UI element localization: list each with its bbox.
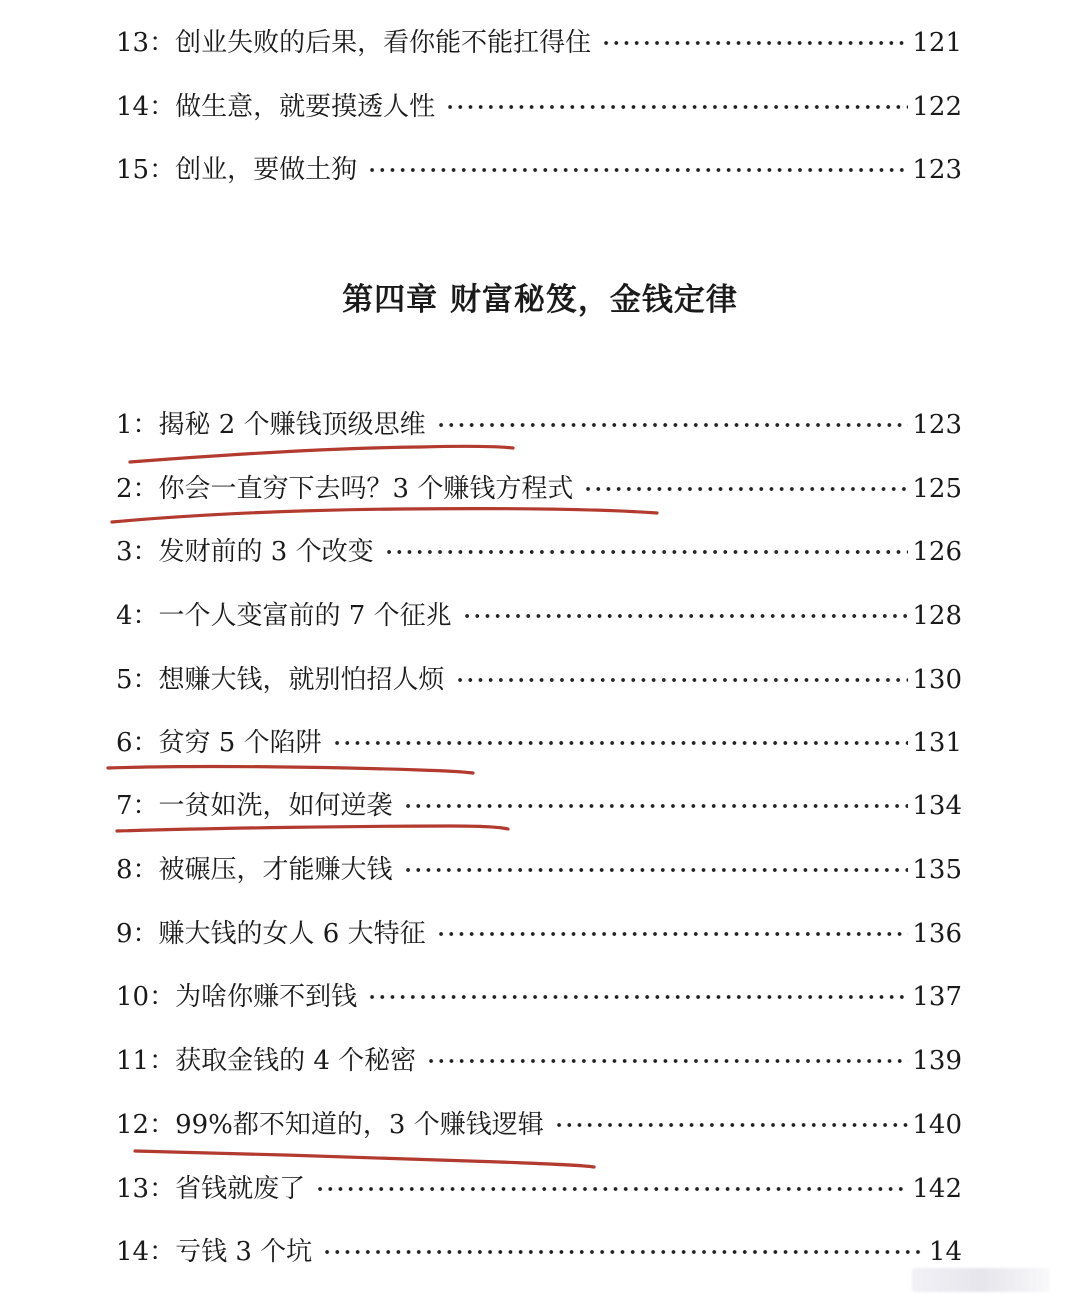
entry-number: 7： [116, 791, 159, 821]
entry-number: 15： [116, 155, 176, 185]
dot-leader [583, 469, 908, 509]
entry-title: 你会一直穷下去吗？3 个赚钱方程式 [158, 474, 574, 504]
entry-number: 6： [116, 728, 159, 758]
dot-leader [384, 532, 909, 572]
entry-number: 14： [116, 1237, 176, 1267]
toc-entry [116, 23, 962, 63]
toc-entry [116, 87, 962, 127]
dot-leader [426, 1041, 908, 1081]
entry-title: 发财前的 3 个改变 [158, 537, 374, 567]
dot-leader [322, 1232, 925, 1272]
entry-page: 139 [912, 1046, 962, 1076]
toc-entry [116, 1232, 962, 1272]
entry-page: 134 [912, 791, 962, 821]
toc-entry [116, 469, 962, 509]
entry-number: 1： [116, 410, 159, 440]
dot-leader [455, 660, 909, 700]
entry-title: 为啥你赚不到钱 [175, 982, 358, 1012]
dot-leader [436, 405, 909, 445]
entry-page: 140 [912, 1110, 962, 1140]
entry-title: 省钱就废了 [175, 1174, 306, 1204]
entry-page: 137 [912, 982, 962, 1012]
dot-leader [445, 87, 908, 127]
dot-leader [554, 1105, 909, 1145]
entry-title: 创业失败的后果，看你能不能扛得住 [175, 28, 592, 58]
dot-leader [315, 1169, 908, 1209]
entry-page: 123 [912, 155, 962, 185]
dot-leader [462, 596, 909, 636]
entry-number: 8： [116, 855, 159, 885]
entry-page: 121 [912, 28, 962, 58]
dot-leader [367, 977, 908, 1017]
entry-number: 9： [116, 919, 159, 949]
entry-title: 一贫如洗，如何逆袭 [158, 791, 393, 821]
toc-entry [116, 723, 962, 763]
dot-leader [403, 850, 909, 890]
toc-entry [116, 914, 962, 954]
toc-entry [116, 1041, 962, 1081]
entry-page: 14 [928, 1237, 962, 1267]
entry-page: 130 [912, 665, 962, 695]
toc-entry [116, 786, 962, 826]
entry-title: 揭秘 2 个赚钱顶级思维 [158, 410, 426, 440]
toc-entry [116, 405, 962, 445]
entry-page: 131 [912, 728, 962, 758]
entry-number: 12： [116, 1110, 176, 1140]
entry-title: 贫穷 5 个陷阱 [158, 728, 322, 758]
toc-entry [116, 1105, 962, 1145]
entry-title: 亏钱 3 个坑 [175, 1237, 313, 1267]
entry-page: 135 [912, 855, 962, 885]
entry-title: 想赚大钱，就别怕招人烦 [158, 665, 445, 695]
entry-page: 126 [912, 537, 962, 567]
dot-leader [436, 914, 909, 954]
entry-number: 10： [116, 982, 176, 1012]
toc-entry [116, 596, 962, 636]
blurred-watermark [912, 1268, 1050, 1292]
dot-leader [403, 786, 909, 826]
entry-title: 做生意，就要摸透人性 [175, 92, 436, 122]
dot-leader [601, 23, 908, 63]
entry-number: 13： [116, 28, 176, 58]
toc-entry [116, 660, 962, 700]
toc-entry [116, 1169, 962, 1209]
entry-title: 一个人变富前的 7 个征兆 [158, 601, 452, 631]
entry-number: 11： [116, 1046, 176, 1076]
entry-number: 3： [116, 537, 159, 567]
entry-number: 2： [116, 474, 159, 504]
entry-page: 142 [912, 1174, 962, 1204]
toc-entry [116, 977, 962, 1017]
entry-number: 14： [116, 92, 176, 122]
entry-title: 获取金钱的 4 个秘密 [175, 1046, 417, 1076]
toc-entry [116, 532, 962, 572]
chapter-heading: 第四章 财富秘笈，金钱定律 [342, 282, 738, 318]
entry-title: 99%都不知道的，3 个赚钱逻辑 [175, 1110, 544, 1140]
entry-title: 创业，要做土狗 [175, 155, 358, 185]
entry-page: 122 [912, 92, 962, 122]
entry-page: 128 [912, 601, 962, 631]
entry-number: 5： [116, 665, 159, 695]
dot-leader [332, 723, 909, 763]
entry-page: 136 [912, 919, 962, 949]
toc-entry [116, 850, 962, 890]
entry-number: 13： [116, 1174, 176, 1204]
dot-leader [367, 150, 908, 190]
entry-title: 被碾压，才能赚大钱 [158, 855, 393, 885]
entry-number: 4： [116, 601, 159, 631]
entry-page: 125 [912, 474, 962, 504]
entry-title: 赚大钱的女人 6 大特征 [158, 919, 426, 949]
entry-page: 123 [912, 410, 962, 440]
toc-entry [116, 150, 962, 190]
